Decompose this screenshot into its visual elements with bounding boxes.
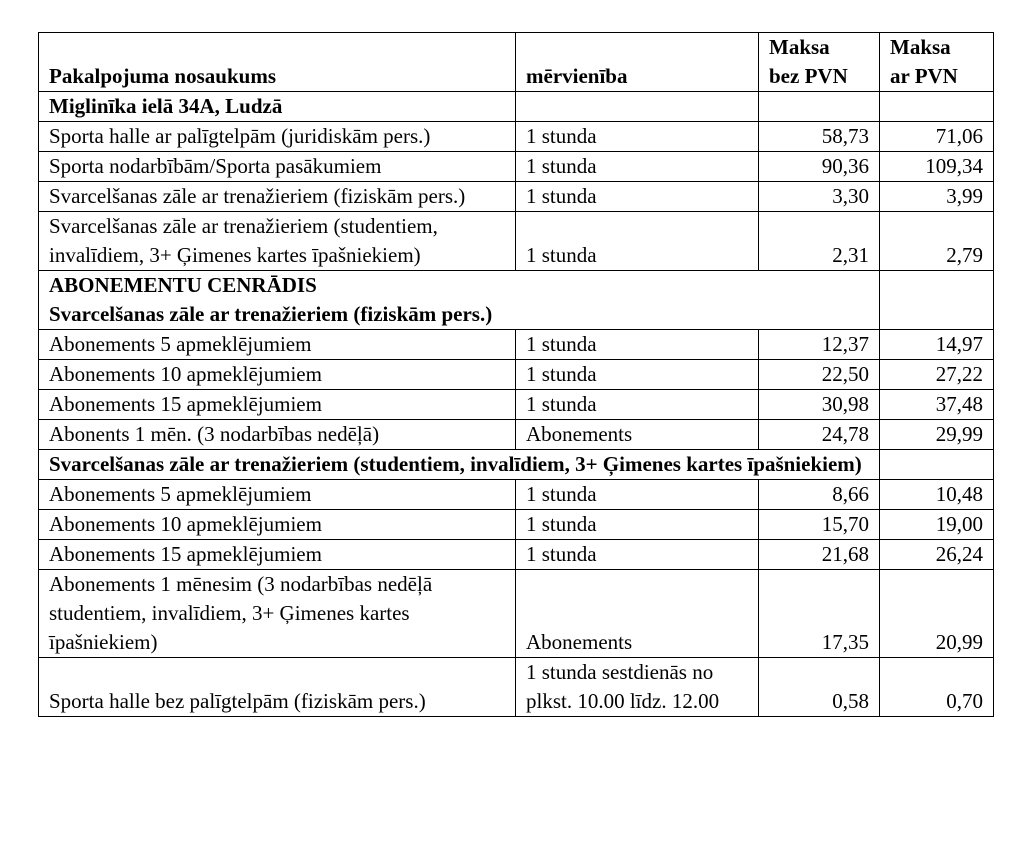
header-service-name: Pakalpojuma nosaukums <box>39 33 516 92</box>
table-row <box>39 330 994 360</box>
price-incl-vat: 20,99 <box>880 570 994 658</box>
table-row <box>39 570 994 658</box>
unit: 1 stunda sestdienās no plkst. 10.00 līdz. 12.00 <box>516 658 759 717</box>
unit: 1 stunda <box>516 480 759 510</box>
sub-section-title: Svarcelšanas zāle ar trenažieriem (studentiem, invalīdiem, 3+ Ģimenes kartes īpašniekiem) <box>39 450 880 480</box>
price-excl-vat: 24,78 <box>759 420 880 450</box>
unit: 1 stunda <box>516 152 759 182</box>
header-price-incl-vat <box>880 33 994 92</box>
sub-section-heading-row <box>39 450 994 480</box>
header-row <box>39 33 994 92</box>
unit: 1 stunda <box>516 390 759 420</box>
table-row <box>39 420 994 450</box>
price-list-table <box>38 32 994 717</box>
price-excl-vat: 15,70 <box>759 510 880 540</box>
price-incl-vat: 29,99 <box>880 420 994 450</box>
price-excl-vat: 21,68 <box>759 540 880 570</box>
service-name: Abonements 5 apmeklējumiem <box>39 330 516 360</box>
header-price-incl-line1: Maksa <box>890 35 951 59</box>
service-name: Abonements 15 apmeklējumiem <box>39 540 516 570</box>
service-name: Abonents 1 mēn. (3 nodarbības nedēļā) <box>39 420 516 450</box>
service-name: Abonements 10 apmeklējumiem <box>39 510 516 540</box>
subscriptions-heading-row <box>39 271 994 330</box>
service-name: Abonements 15 apmeklējumiem <box>39 390 516 420</box>
location-row <box>39 92 994 122</box>
unit: Abonements <box>516 570 759 658</box>
service-name: Sporta halle bez palīgtelpām (fiziskām pers.) <box>39 658 516 717</box>
price-excl-vat: 30,98 <box>759 390 880 420</box>
table-row <box>39 152 994 182</box>
sub-section-title: Svarcelšanas zāle ar trenažieriem (fiziskām pers.) <box>49 302 493 326</box>
table-row <box>39 480 994 510</box>
table-row <box>39 360 994 390</box>
header-price-excl-line1: Maksa <box>769 35 830 59</box>
table-row <box>39 540 994 570</box>
unit: 1 stunda <box>516 182 759 212</box>
price-excl-vat: 22,50 <box>759 360 880 390</box>
price-incl-vat: 14,97 <box>880 330 994 360</box>
table-row <box>39 390 994 420</box>
unit: 1 stunda <box>516 510 759 540</box>
price-excl-vat: 90,36 <box>759 152 880 182</box>
price-incl-vat: 0,70 <box>880 658 994 717</box>
table-row <box>39 182 994 212</box>
subscriptions-heading <box>39 271 880 330</box>
unit: 1 stunda <box>516 540 759 570</box>
price-incl-vat: 3,99 <box>880 182 994 212</box>
unit: 1 stunda <box>516 212 759 271</box>
table-row <box>39 510 994 540</box>
location-title: Miglinīka ielā 34A, Ludzā <box>39 92 516 122</box>
service-name: Sporta halle ar palīgtelpām (juridiskām pers.) <box>39 122 516 152</box>
header-unit: mērvienība <box>516 33 759 92</box>
unit: 1 stunda <box>516 360 759 390</box>
header-price-incl-line2: ar PVN <box>890 64 958 88</box>
subscriptions-title: ABONEMENTU CENRĀDIS <box>49 273 317 297</box>
service-name: Abonements 1 mēnesim (3 nodarbības nedēļā studentiem, invalīdiem, 3+ Ģimenes kartes īpašniekiem) <box>39 570 516 658</box>
price-incl-vat: 19,00 <box>880 510 994 540</box>
price-incl-vat: 26,24 <box>880 540 994 570</box>
service-name: Svarcelšanas zāle ar trenažieriem (studentiem, invalīdiem, 3+ Ģimenes kartes īpašniekiem) <box>39 212 516 271</box>
price-incl-vat: 37,48 <box>880 390 994 420</box>
price-excl-vat: 12,37 <box>759 330 880 360</box>
price-excl-vat: 3,30 <box>759 182 880 212</box>
price-excl-vat: 2,31 <box>759 212 880 271</box>
table-row <box>39 212 994 271</box>
price-incl-vat: 2,79 <box>880 212 994 271</box>
price-incl-vat: 10,48 <box>880 480 994 510</box>
unit: Abonements <box>516 420 759 450</box>
price-excl-vat: 8,66 <box>759 480 880 510</box>
price-excl-vat: 58,73 <box>759 122 880 152</box>
service-name: Abonements 5 apmeklējumiem <box>39 480 516 510</box>
unit: 1 stunda <box>516 330 759 360</box>
price-incl-vat: 71,06 <box>880 122 994 152</box>
table-row <box>39 122 994 152</box>
price-excl-vat: 17,35 <box>759 570 880 658</box>
service-name: Sporta nodarbībām/Sporta pasākumiem <box>39 152 516 182</box>
service-name: Svarcelšanas zāle ar trenažieriem (fiziskām pers.) <box>39 182 516 212</box>
service-name: Abonements 10 apmeklējumiem <box>39 360 516 390</box>
table-row <box>39 658 994 717</box>
header-price-excl-line2: bez PVN <box>769 64 848 88</box>
unit: 1 stunda <box>516 122 759 152</box>
price-excl-vat: 0,58 <box>759 658 880 717</box>
price-incl-vat: 27,22 <box>880 360 994 390</box>
header-price-excl-vat <box>759 33 880 92</box>
price-incl-vat: 109,34 <box>880 152 994 182</box>
